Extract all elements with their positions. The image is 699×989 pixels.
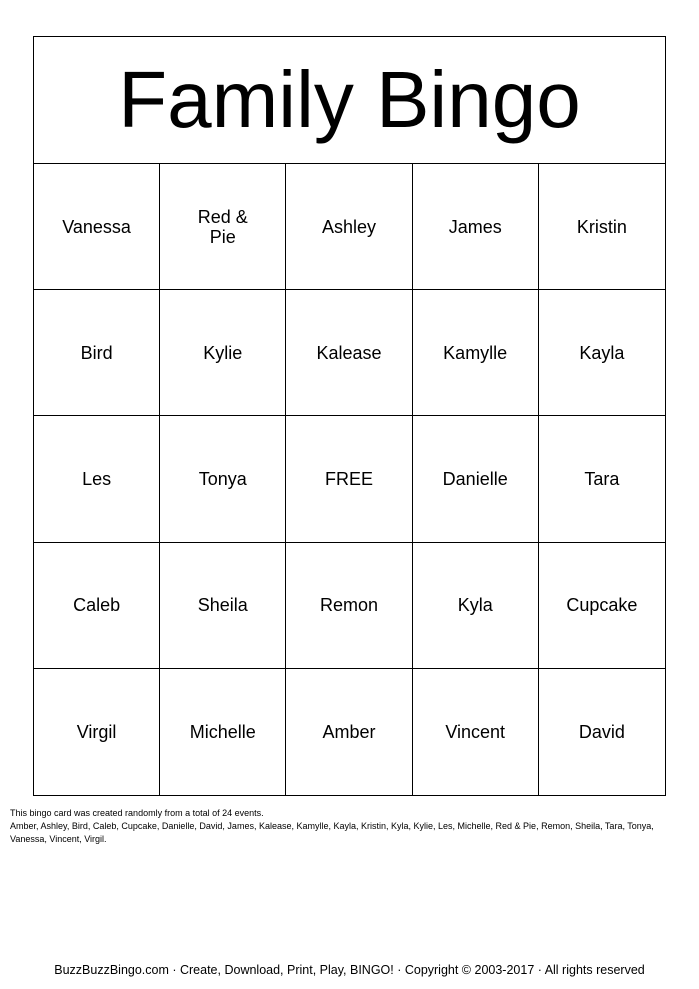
bingo-cell bbox=[34, 164, 160, 290]
bingo-cell bbox=[539, 290, 665, 416]
bingo-cell bbox=[34, 543, 160, 669]
bingo-cell-label: Sheila bbox=[197, 595, 248, 616]
bingo-cell-label: James bbox=[448, 216, 502, 237]
bingo-cell-label: Bird bbox=[80, 342, 113, 363]
bingo-cell bbox=[286, 543, 412, 669]
bingo-cell-label: Kristin bbox=[576, 216, 627, 237]
card-info-summary: This bingo card was created randomly from a total of 24 events. bbox=[10, 808, 264, 818]
bingo-cell-label: Amber bbox=[322, 721, 376, 742]
bingo-cell-label: David bbox=[578, 721, 625, 742]
bingo-cell bbox=[413, 669, 539, 795]
card-info bbox=[10, 807, 692, 846]
bingo-cell-label: Remon bbox=[319, 595, 378, 616]
bingo-cell bbox=[160, 164, 286, 290]
bingo-cell-label: Michelle bbox=[189, 721, 256, 742]
bingo-cell bbox=[34, 416, 160, 542]
bingo-grid bbox=[34, 164, 665, 795]
page-footer: BuzzBuzzBingo.com · Create, Download, Print, Play, BINGO! · Copyright © 2003-2017 · All rights reserved bbox=[54, 963, 645, 977]
bingo-cell-label: Caleb bbox=[73, 595, 121, 616]
bingo-cell-label: Virgil bbox=[76, 721, 117, 742]
bingo-cell bbox=[160, 669, 286, 795]
bingo-cell bbox=[413, 290, 539, 416]
bingo-cell bbox=[160, 290, 286, 416]
bingo-cell bbox=[413, 164, 539, 290]
bingo-cell-label: Tonya bbox=[198, 468, 247, 489]
bingo-cell-label: Kamylle bbox=[443, 342, 508, 363]
bingo-cell-label: Danielle bbox=[442, 468, 508, 489]
bingo-cell bbox=[539, 669, 665, 795]
bingo-cell bbox=[286, 164, 412, 290]
bingo-cell-free bbox=[286, 416, 412, 542]
bingo-cell-label: Ashley bbox=[321, 216, 376, 237]
bingo-cell bbox=[286, 290, 412, 416]
bingo-cell-label: Vincent bbox=[445, 721, 506, 742]
bingo-cell-label: Kylie bbox=[203, 342, 243, 363]
bingo-cell bbox=[160, 543, 286, 669]
bingo-cell-label: Kayla bbox=[579, 342, 625, 363]
card-title: Family Bingo bbox=[118, 55, 581, 144]
bingo-cell-label: Tara bbox=[584, 468, 620, 489]
bingo-cell bbox=[34, 290, 160, 416]
bingo-cell-label: Cupcake bbox=[566, 595, 638, 616]
bingo-cell bbox=[413, 543, 539, 669]
bingo-cell-label: Red & Pie bbox=[197, 206, 248, 247]
bingo-cell bbox=[286, 669, 412, 795]
bingo-cell-label: Les bbox=[82, 468, 112, 489]
bingo-cell-label: Kalease bbox=[316, 342, 382, 363]
bingo-cell bbox=[539, 164, 665, 290]
bingo-cell bbox=[34, 669, 160, 795]
bingo-cell bbox=[539, 543, 665, 669]
free-space-label: FREE bbox=[324, 468, 373, 489]
bingo-cell-label: Kyla bbox=[457, 595, 493, 616]
title-box bbox=[34, 37, 665, 164]
bingo-cell-label: Vanessa bbox=[62, 216, 131, 237]
card-info-events-list: Amber, Ashley, Bird, Caleb, Cupcake, Danielle, David, James, Kalease, Kamylle, Kayla, Kristin, Kyla, Kylie, Les, Michelle, Red & Pie, Remon, Sheila, Tara, Tonya, Vanessa, Vincent, Virgil. bbox=[10, 821, 654, 844]
bingo-cell bbox=[413, 416, 539, 542]
bingo-cell bbox=[160, 416, 286, 542]
bingo-cell bbox=[539, 416, 665, 542]
bingo-card bbox=[33, 36, 666, 796]
